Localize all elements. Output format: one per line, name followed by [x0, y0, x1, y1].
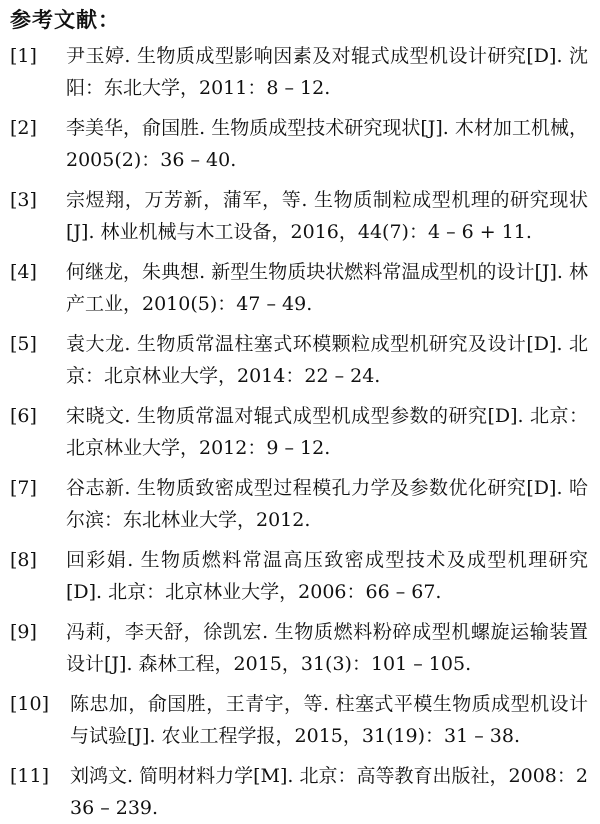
reference-number: [9]: [10, 621, 37, 643]
reference-number: [6]: [10, 405, 37, 427]
reference-item: [10, 112, 588, 176]
reference-text: 回彩娟. 生物质燃料常温高压致密成型技术及成型机理研究[D]. 北京：北京林业大学，2006：66 – 67.: [66, 549, 588, 603]
reference-text: 宗煜翔，万芳新，蒲军，等. 生物质制粒成型机理的研究现状[J]. 林业机械与木工设备，2016，44(7)：4 – 6 + 11.: [66, 189, 588, 243]
reference-text: 李美华，俞国胜. 生物质成型技术研究现状[J]. 木材加工机械，2005(2)：36 – 40.: [66, 117, 588, 171]
reference-number: [11]: [10, 765, 50, 787]
reference-item: [10, 256, 588, 320]
reference-text: 刘鸿文. 简明材料力学[M]. 北京：高等教育出版社，2008：236 – 239.: [70, 765, 588, 819]
reference-text: 宋晓文. 生物质常温对辊式成型机成型参数的研究[D]. 北京：北京林业大学，2012：9 – 12.: [66, 405, 588, 459]
references-heading: 参考文献：: [10, 8, 120, 32]
reference-text: 谷志新. 生物质致密成型过程模孔力学及参数优化研究[D]. 哈尔滨：东北林业大学，2012.: [66, 477, 588, 531]
reference-item: [10, 328, 588, 392]
reference-text: 尹玉婷. 生物质成型影响因素及对辊式成型机设计研究[D]. 沈阳：东北大学，2011：8 – 12.: [66, 45, 588, 99]
reference-text: 何继龙，朱典想. 新型生物质块状燃料常温成型机的设计[J]. 林产工业，2010(5)：47 – 49.: [66, 261, 588, 315]
reference-item: [10, 40, 588, 104]
reference-number: [8]: [10, 549, 37, 571]
reference-item: [10, 184, 588, 248]
reference-number: [1]: [10, 45, 37, 67]
reference-item: [10, 544, 588, 608]
reference-item: [10, 688, 588, 752]
reference-text: 袁大龙. 生物质常温柱塞式环模颗粒成型机研究及设计[D]. 北京：北京林业大学，2014：22 – 24.: [66, 333, 588, 387]
reference-number: [7]: [10, 477, 37, 499]
reference-item: [10, 616, 588, 680]
reference-text: 陈忠加，俞国胜，王青宇，等. 柱塞式平模生物质成型机设计与试验[J]. 农业工程学报，2015，31(19)：31 – 38.: [70, 693, 588, 747]
reference-number: [4]: [10, 261, 37, 283]
reference-list: [10, 40, 588, 824]
reference-text: 冯莉，李天舒，徐凯宏. 生物质燃料粉碎成型机螺旋运输装置设计[J]. 森林工程，2015，31(3)：101 – 105.: [66, 621, 588, 675]
reference-item: [10, 760, 588, 824]
reference-number: [3]: [10, 189, 37, 211]
reference-item: [10, 400, 588, 464]
reference-item: [10, 472, 588, 536]
reference-number: [2]: [10, 117, 37, 139]
reference-number: [10]: [10, 693, 50, 715]
reference-number: [5]: [10, 333, 37, 355]
